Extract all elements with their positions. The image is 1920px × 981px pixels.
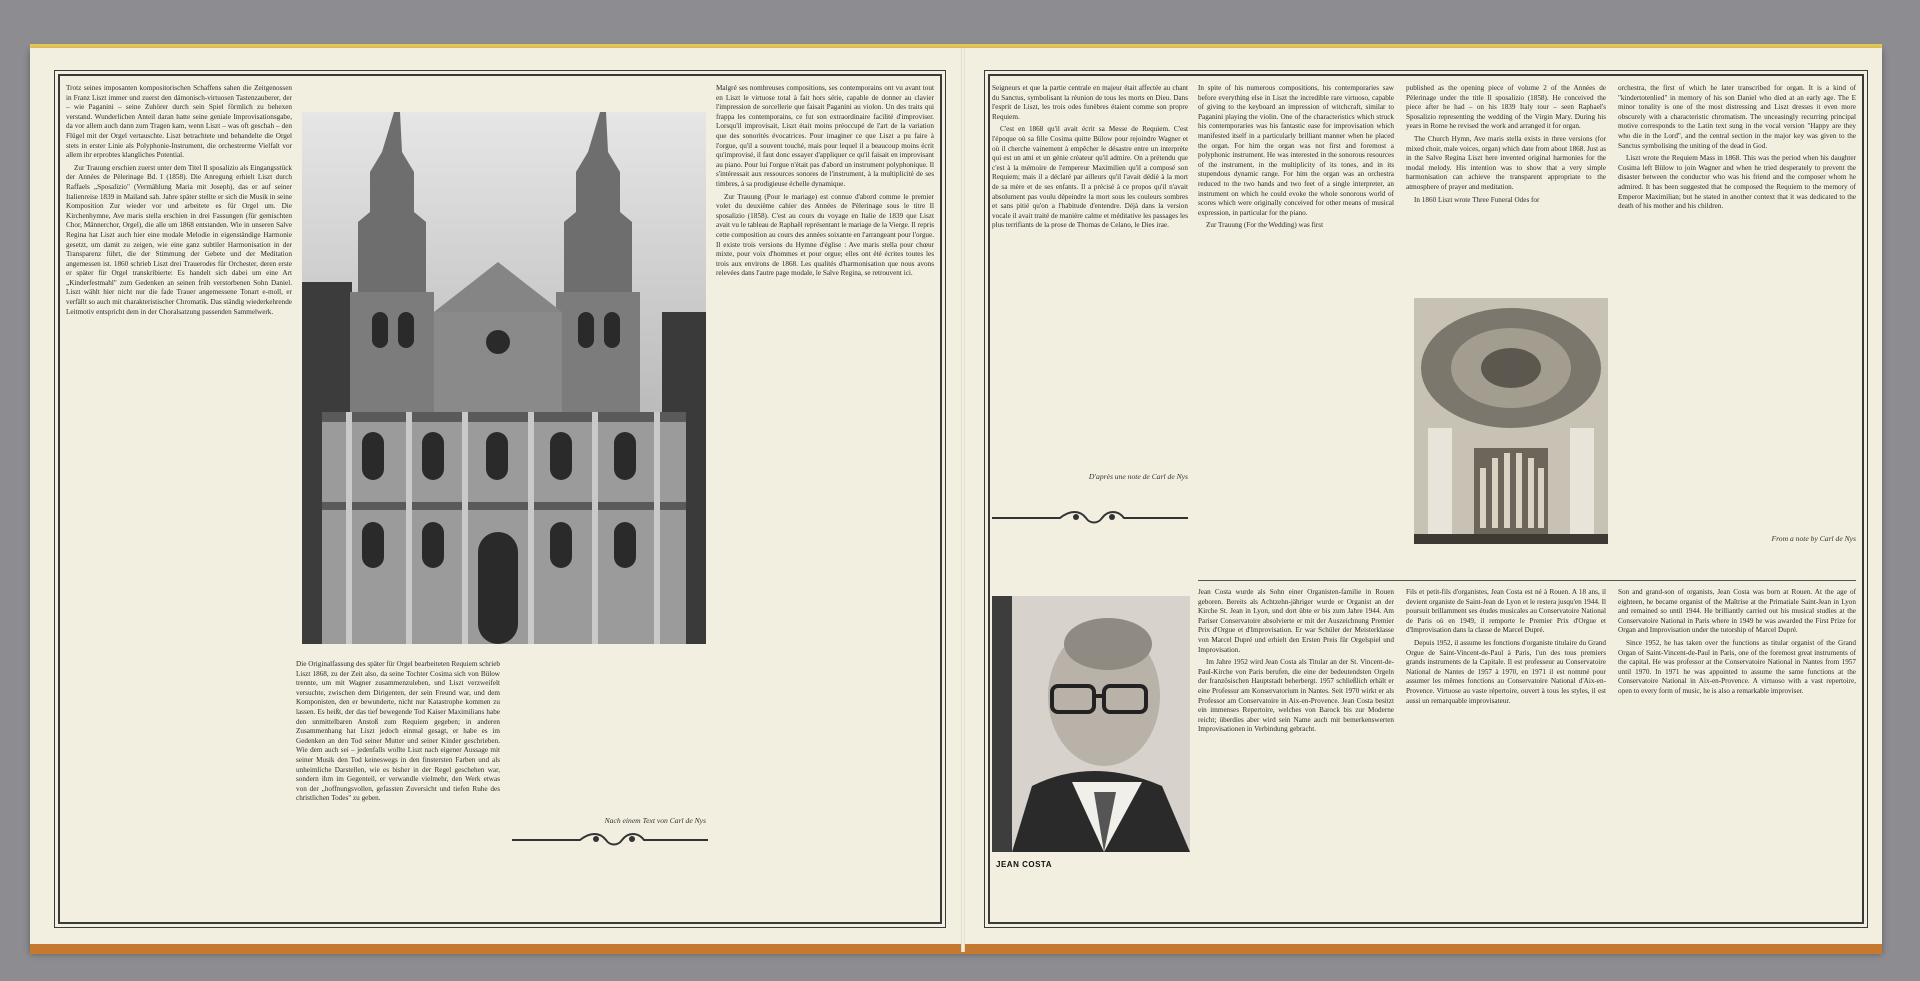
organist-portrait-photo [992, 596, 1190, 852]
paragraph: Malgré ses nombreuses compositions, ses contemporains ont vu avant tout en Liszt le virtuose total à fait hors série, capable de donner au clavier l'impression de sorcellerie que faisait Paganini au violon. Un des traits qui frappa les contemporains, ce fut son extraordinaire facilité d'improviser. Lorsqu'il improvisait, Liszt était moins préoccupé de l'art de la variation que des sonorités évocatrices. Pour imaginer ce que Liszt a pu faire à l'orgue, qu'il a souvent touché, mais pour lequel il a beaucoup moins écrit qu'improvisé, il faut donc essayer d'appliquer ce qu'il faisait en improvisant au piano. Pour lui l'orgue n'était pas d'abord un instrument polyphonique. Il s'intéressait aux ressources sonores de l'instrument, à la multiplicité de ses timbres, à sa prodigieuse échelle dynamique. [716, 84, 934, 188]
paragraph: Im Jahre 1952 wird Jean Costa als Titular an der St. Vincent-de-Paul-Kirche von Paris berufen, die eine der bedeutendsten Orgeln der französischen Hauptstadt beherbergt. 1957 schließlich erhält er eine Professur am Konservatorium in Nantes. Seit 1970 wirkt er als Professor am Conservatoire in Aix-en-Provence. Jean Costa besitzt ein immenses Repertoire, welches von Barock bis zur Moderne reicht; überdies aber wird sein Name auch mit bemerkenswerten Improvisationen in Verbindung gebracht. [1198, 658, 1394, 734]
paragraph: Fils et petit-fils d'organistes, Jean Costa est né à Rouen. A 18 ans, il devient organiste de Saint-Jean de Lyon et le restera jusqu'en 1944. Il poursuit brillamment ses études musicales au Conservatoire National de Paris où en 1949, il remporte le Premier Prix d'Orgue et d'Improvisation dans la classe de Marcel Dupré. [1406, 588, 1606, 635]
paragraph: C'est en 1868 qu'il avait écrit sa Messe de Requiem. C'est l'époque où sa fille Cosima quitte Bülow pour rejoindre Wagner et où il cherche vainement à empêcher le désastre entre un interprète qui est un ami et un génie créateur qu'il admire. On a prétendu que c'est à la mémoire de l'empereur Maximilien qu'il a composé son Requiem; mais il a déclaré par ailleurs qu'il l'avait dédié à la mort de sa mère et de ses enfants. Il a précisé à ce propos qu'il n'avait absolument pas voulu dépeindre la mort sous les couleurs sombres et sans pitié qu'on a l'habitude d'entendre. Déjà dans la version vocale il avait traité de manière calme et méditative les passages les plus terrifiants de la prose de Thomas de Celano, le Dies irae. [992, 125, 1188, 230]
scroll-flourish-ornament-icon [510, 830, 710, 850]
paragraph: Since 1952, he has taken over the functions as titular organist of the Grand Organ of Saint-Vincent-de-Paul in Paris, one of the foremost great instruments of the capital. He was professor at the Conservatoire National in Nantes from 1957 until 1970. In 1971 he was appointed to assume the same functions at the Conservatoire National in Aix-en-Provence. A virtuoso with a vast repertoire, open to every form of music, he is also a remarkable improviser. [1618, 638, 1856, 695]
paragraph: Zur Trauung (For the Wedding) was first [1206, 221, 1324, 230]
portrait-caption: JEAN COSTA [996, 860, 1052, 869]
left-column-german-2b [512, 660, 706, 820]
church-photo-icon [302, 112, 706, 644]
basilica-interior-photo [1414, 298, 1608, 544]
bio-french [1406, 588, 1606, 914]
left-column-french [716, 84, 934, 910]
bio-german [1198, 588, 1394, 914]
paragraph: Zur Trauung erschien zuerst unter dem Titel Il sposalizio als Eingangsstück der Années de Pèlerinage Bd. I (1858). Die Anregung erhielt Liszt durch Raffaels „Sposalizio" (Vermählung Maria mit Joseph), das er auf seiner Italienreise 1839 in Mailand sah. Jahre später stellte er sich die Musik in seine Komposition Zur wieder vor und arbeitete es für Orgel um. Die Kirchenhymne, Ave maris stella erschien in drei Fassungen (für gemischten Chor, Männerchor, Orgel), die alle um 1868 entstanden. Wie in unseren Salve Regina hat Liszt auch hier eine modale Melodie in eigenständige Harmonie gesetzt, um damit zu zeigen, wie eine ganz subtiler Harmonisation in der Transparenz führt, die der Stimmung der Gebete und der Meditation angemessen ist. 1860 schrieb Liszt drei Trauerodes für Orchester, deren erste er später für Orgel transkribierte: Es handelt sich dabei um eine Art „Kinderfestmahl" zum Gedenken an seinen früh verstorbenen Sohn Daniel. Liszt wählt hier nicht nur die fade Trauer angemessene Tonart e-moll, er verfällt so auch mit charakteristischer Chromatik. Das ständig wiederkehrende Leitmotiv entspricht dem in der Choralsatzung passenden Sammelwerk. [66, 163, 292, 316]
paragraph: The Church Hymn, Ave maris stella exists in three versions (for mixed choir, male voices, organ) which date from about 1868. Just as in the Salve Regina Liszt here invented original harmonies for the modal melody. His intention was to show that a very simple harmonisation can achieve the transparent appropriate to the atmosphere of prayer and meditation. [1406, 134, 1606, 191]
baroque-basilica-photo [302, 112, 706, 644]
section-divider [1198, 580, 1856, 581]
paragraph: Die Originalfassung des später für Orgel bearbeiteten Requiem schrieb Liszt 1868, zu der Zeit also, da seine Tochter Cosima sich von Bülow trennte, um mit Wagner zusammenzuleben, und Liszt verzweifelt versuchte, zwischen dem Dirigenten, der sein Freund war, und dem Komponisten, den er bewunderte, nicht nur Katastrophe kommen zu lassen. Es heißt, der das tief bewegende Tod Kaiser Maximilians habe den unmittelbaren Anstoß zum Requiem gegeben; in anderen Zusammenhang hat Liszt jedoch einmal gesagt, er habe es im Gedenken an den Tod seiner Mutter und seiner Kinder geschrieben. Wie dem auch sei – jedenfalls wollte Liszt nach eigener Aussage mit seiner Musik den Tod keineswegs in den finstersten Farben und als unheimliche Darstellen, wie es bisher in der Regel geschehen war, sondern ihm im Gegenteil, er verwandle vielmehr, den Werk etwas von der „hoffnungsvollen, gefassten Zuversicht und tiefen Ruhe des christlichen Todes" zu geben. [296, 660, 500, 803]
right-column-french [992, 84, 1188, 464]
right-credit-french: D'après une note de Carl de Nys [1088, 472, 1188, 481]
paragraph: In spite of his numerous compositions, his contemporaries saw before everything else in Liszt the incredible rare virtuoso, capable of giving to the keyboard an impression of witchcraft, similar to Paganini playing the violin. One of the characteristics which struck his contemporaries was his fantastic ease for improvisation which manifested itself in a particularly brilliant manner when he placed the organ. For him the organ was not first and foremost a polyphonic instrument. He was interested in the sonorous resources of the instrument, in the multiplicity of its tones, and in its stupendous dynamic range. For him the organ was an orchestra reduced to the two hands and two feet of a single interpreter, an instrument on which he could evoke the whole sonorous world of scores which were originally conceived for other means of musical expression, in particular for the piano. [1198, 84, 1394, 217]
sleeve-fold [961, 48, 965, 952]
interior-photo-icon [1414, 298, 1608, 544]
paragraph: Seigneurs et que la partie centrale en majeur était affectée au chant du Sanctus, symbolisant la réunion de tous les morts en Dieu. Dans l'esprit de Liszt, les trois odes funèbres étaient comme son propre Requiem. [992, 84, 1188, 121]
right-column-english-2 [1406, 84, 1606, 290]
scroll-flourish-ornament-icon [990, 508, 1190, 528]
left-column-german-1 [66, 84, 292, 910]
portrait-photo-icon [992, 596, 1190, 852]
sleeve-bottom-edge [30, 944, 1882, 954]
paragraph: Liszt wrote the Requiem Mass in 1868. This was the period when his daughter Cosima left Bülow to join Wagner and when he tried desperately to prevent the disaster between the conductor who was his friend and the composer whom he admired. It has been suggested that he composed the Requiem to the memory of Emperor Maximilian; but he stated in another context that it was dedicated to the death of his mother and his children. [1618, 154, 1856, 211]
paragraph: Depuis 1952, il assume les fonctions d'organiste titulaire du Grand Orgue de Saint-Vincent-de-Paul à Paris, l'un des tous premiers grands instruments de la Capitale. Il est professeur au Conservatoire National de Nantes de 1957 à 1970, en 1971 il est nommé pour assumer les mêmes fonctions au Conservatoire National d'Aix-en-Provence. Virtuose au vaste répertoire, ouvert à tous les styles, il est aussi un remarquable improvisateur. [1406, 638, 1606, 705]
paragraph: published as the opening piece of volume 2 of the Années de Pèlerinage under the title Il sposalizio (1858). He conceived the piece after he had – on his 1839 Italy tour – seen Raphael's Sposalizio representing the wedding of the Virgin Mary. During his years in Rome he revised the work and arranged it for organ. [1406, 84, 1606, 131]
left-credit: Nach einem Text von Carl de Nys [604, 816, 706, 825]
paragraph: orchestra, the first of which he later transcribed for organ. It is a kind of "kindertotenlied" in memory of his son Daniel who died at an early age. The E minor tonality is one of the most distressing and Liszt dresses it even more obscurely with a characteristic chromatism. The unceasingly recurring principal motive corresponds to the Latin text sung in the vocal version "Happy are they who die in the Lord", and the central section in the major key was given to the Sanctus symbolising the uniting of the dead in God. [1618, 84, 1856, 150]
paragraph: Trotz seines imposanten kompositorischen Schaffens sahen die Zeitgenossen in Franz Liszt immer und zuerst den dämonisch-virtuosen Tastenzauberer, der – wie Paganini – seine Zuhörer durch sein Spiel förmlich zu behexen verstand. Wunderlichen Anteil daran hatte seine geniale Improvisationsgabe, da vor allem auch dann zum Tragen kam, wenn Liszt – was oft geschah – den Flügel mit der Orgel vertauschte. Liszt betrachtete und behandelte die Orgel stets in erster Linie als Polyphonie-Instrument, die orchestrerme Vielfalt vor allem ihr erprobtes klangliches Potential. [66, 84, 292, 160]
bio-english [1618, 588, 1856, 914]
paragraph: Jean Costa wurde als Sohn einer Organisten-familie in Rouen geboren. Bereits als Achtzehn-jähriger wurde er Organist an der Kirche St. Jean in Lyon, und dort übte er bis zum Jahre 1944. Am Pariser Conservatoire absolvierte er mit der Auszeichnung Premier Prix d'Orgue et d'Improvisation. Er war Schüler der Meisterklasse von Marcel Dupré und erhielt den Ersten Preis für Orgelspiel und Improvisation. [1198, 588, 1394, 654]
paragraph: Zur Trauung (Pour le mariage) est connue d'abord comme le premier volet du deuxième cahier des Années de Pèlerinage sous le titre Il sposalizio (1858). C'est au cours du voyage en Italie de 1839 que Liszt avait vu le tableau de Raphaël représentant le mariage de la Vierge. Il repris cette composition au cours des années soixante en l'arrangeant pour l'orgue. Il existe trois versions du Hymne d'église : Ave maris stella pour chœur mixte, pour voix d'hommes et pour orgue; elles ont été écrites toutes les trois aux environs de 1868. Les qualités d'harmonisation que nous avons relevées dans l'autre page modale, le Salve Regina, se retrouvent ici. [716, 192, 934, 278]
right-credit-english: From a note by Carl de Nys [1771, 534, 1856, 543]
right-column-english-3 [1618, 84, 1856, 484]
right-column-english-1 [1198, 84, 1394, 578]
paragraph: In 1860 Liszt wrote Three Funeral Odes for [1414, 195, 1540, 204]
paragraph: Son and grand-son of organists, Jean Costa was born at Rouen. At the age of eighteen, he became organist of the Maîtrise at the Primatiale Saint-Jean in Lyon and remained so until 1944. He brilliantly carried out his musical studies at the Conservatoire National in Paris where in 1949 he was awarded the First Prize for Organ and Improvisation under the tutorship of Marcel Dupré. [1618, 588, 1856, 635]
left-column-german-2 [296, 660, 500, 914]
